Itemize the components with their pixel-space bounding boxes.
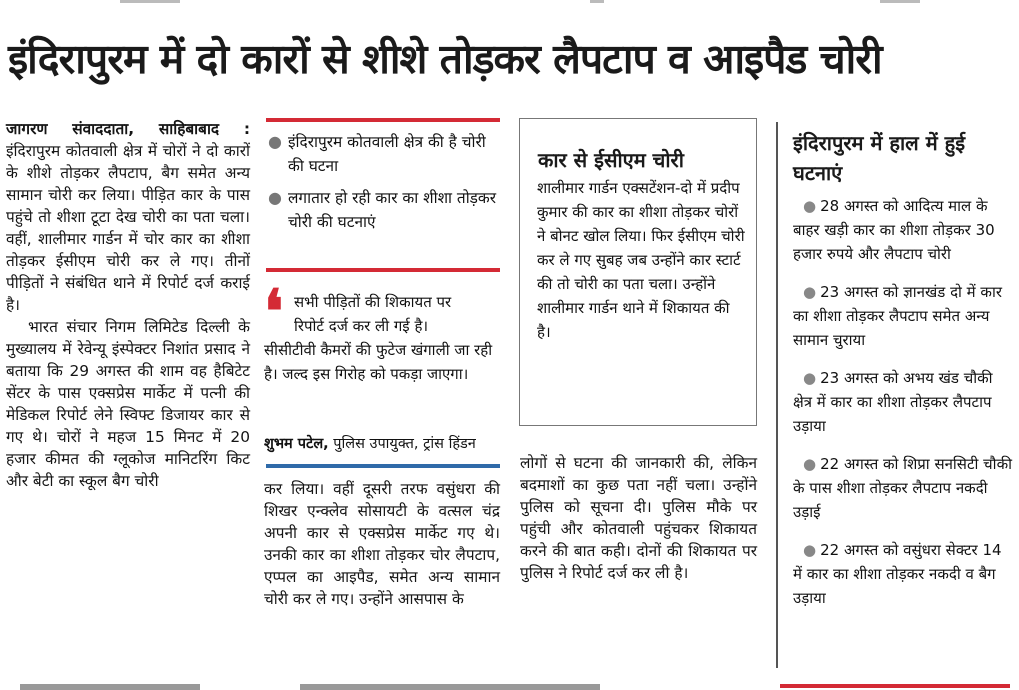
quote-mark-icon: ❛ (264, 277, 284, 347)
sidebar-item-text: 28 अगस्त को आदित्य माल के बाहर खड़ी कार का शीशा तोड़कर 30 हजार रुपये और लैपटाप चोरी (793, 197, 995, 263)
bullet-icon: ● (268, 188, 282, 207)
bullet-icon: ● (803, 541, 817, 559)
sidebar-item (793, 280, 1015, 352)
article-column-2 (264, 478, 500, 610)
red-rule-bottom (266, 268, 500, 272)
quote-line: सभी पीड़ितों की शिकायत पर (294, 293, 452, 311)
paragraph (6, 118, 250, 316)
paragraph: कर लिया। वहीं दूसरी तरफ वसुंधरा की शिखर एन्क्लेव सोसायटी के वत्सल चंद्र अपनी कार से एक्सप्रेस मार्केट गए थे। उनकी कार का शीशा तोड़कर चोर लैपटाप, एप्पल का आइपैड, समेत अन्य सामान चोरी कर ले गए। उन्होंने आसपास के (264, 480, 500, 608)
blue-rule (266, 464, 500, 468)
top-edge-fragment (590, 0, 604, 3)
quote-line: रिपोर्ट दर्ज कर ली गई है। (294, 317, 429, 335)
paragraph: लोगों से घटना की जानकारी की, लेकिन बदमाशों का कुछ पता नहीं चला। उन्होंने पुलिस को सूचना दी। पुलिस मौके पर पहुंची और कोतवाली पहुंचकर शिकायत करने की बात कही। दोनों की शिकायत पर पुलिस ने रिपोर्ट दर्ज कर ली है। (520, 454, 757, 582)
author-title: पुलिस उपायुक्त, ट्रांस हिंडन (333, 436, 476, 452)
headline: इंदिरापुरम में दो कारों से शीशे तोड़कर लैपटाप व आइपैड चोरी (8, 35, 882, 83)
bullet-icon: ● (803, 455, 817, 473)
highlight-item (266, 186, 502, 234)
bullet-icon: ● (803, 283, 817, 301)
highlight-text: इंदिरापुरम कोतवाली क्षेत्र की है चोरी की घटना (288, 133, 486, 175)
highlights-list (266, 130, 502, 242)
article-column-3 (520, 452, 757, 584)
bullet-icon: ● (803, 369, 817, 387)
top-edge-fragment (880, 0, 920, 3)
sidebar-list (793, 194, 1015, 624)
paragraph-text: इंदिरापुरम कोतवाली क्षेत्र में चोरों ने दो कारों के शीशे तोड़कर लैपटाप, बैग समेत अन्य सामान चोरी कर लिया। पीड़ित कार के पास पहुंचे तो शीशा टूटा देख चोरी का पता चला। वहीं, शालीमार गार्डन में चोर कार का शीशा तोड़कर ईसीएम चोरी कर ले गए। तीनों पीड़ितों ने संबंधित थाने में रिपोर्ट दर्ज कराई है। (6, 142, 250, 314)
author-name: शुभम पटेल, (264, 436, 329, 452)
sidebar-item-text: 23 अगस्त को ज्ञानखंड दो में कार का शीशा तोड़कर लैपटाप समेत अन्य सामान चुराया (793, 283, 1002, 349)
byline: जागरण संवाददाता, साहिबाबाद : (6, 120, 250, 138)
sidebar-item (793, 452, 1015, 524)
sidebar-item (793, 366, 1015, 438)
sidebox-title: कार से ईसीएम चोरी (538, 148, 684, 172)
bullet-icon: ● (803, 197, 817, 215)
quote-author (264, 433, 476, 453)
pull-quote (264, 277, 502, 386)
column-divider (776, 122, 778, 668)
top-edge-fragment (120, 0, 180, 3)
red-rule-top (266, 118, 500, 122)
sidebar-item (793, 538, 1015, 610)
sidebar-title: इंदिरापुरम में हाल में हुई घटनाएं (793, 131, 966, 185)
bottom-edge-fragment (780, 684, 1010, 688)
sidebox-text: शालीमार गार्डन एक्सटेंशन-दो में प्रदीप कुमार की कार का शीशा तोड़कर चोरों ने बोनट खोल लिया। फिर ईसीएम चोरी कर ले गए सुबह जब उन्होंने कार स्टार्ट की तो चोरी का पता चला। उन्होंने शालीमार गार्डन थाने में शिकायत की है। (537, 179, 745, 341)
bottom-edge-fragment (20, 684, 200, 690)
sidebar-item (793, 194, 1015, 266)
sidebar-item-text: 22 अगस्त को शिप्रा सनसिटी चौकी के पास शीशा तोड़कर लैपटाप नकदी उड़ाई (793, 455, 1012, 521)
sidebar-item-text: 22 अगस्त को वसुंधरा सेक्टर 14 में कार का शीशा तोड़कर नकदी व बैग उड़ाया (793, 541, 1002, 607)
bullet-icon: ● (268, 132, 282, 151)
bottom-edge-fragment (300, 684, 600, 690)
article-column-1 (6, 118, 250, 492)
sidebar-item-text: 23 अगस्त को अभय खंड चौकी क्षेत्र में कार का शीशा तोड़कर लैपटाप उड़ाया (793, 369, 993, 435)
quote-text: सीसीटीवी कैमरों की फुटेज खंगाली जा रही है। जल्द इस गिरोह को पकड़ा जाएगा। (264, 341, 493, 383)
highlight-text: लगातार हो रही कार का शीशा तोड़कर चोरी की घटनाएं (288, 189, 497, 231)
paragraph: भारत संचार निगम लिमिटेड दिल्ली के मुख्यालय में रेवेन्यू इंस्पेक्टर निशांत प्रसाद ने बताया कि 29 अगस्त की शाम वह हैबिटेट सेंटर के पास एक्सप्रेस मार्केट में पत्नी की मेडिकल रिपोर्ट लेने स्विफ्ट डिजायर कार से गए थे। चोरों ने महज 15 मिनट में 20 हजार कीमत की ग्लूकोज मानिटरिंग किट और बेटी का स्कूल बैग चोरी (6, 318, 250, 490)
highlight-item (266, 130, 502, 178)
